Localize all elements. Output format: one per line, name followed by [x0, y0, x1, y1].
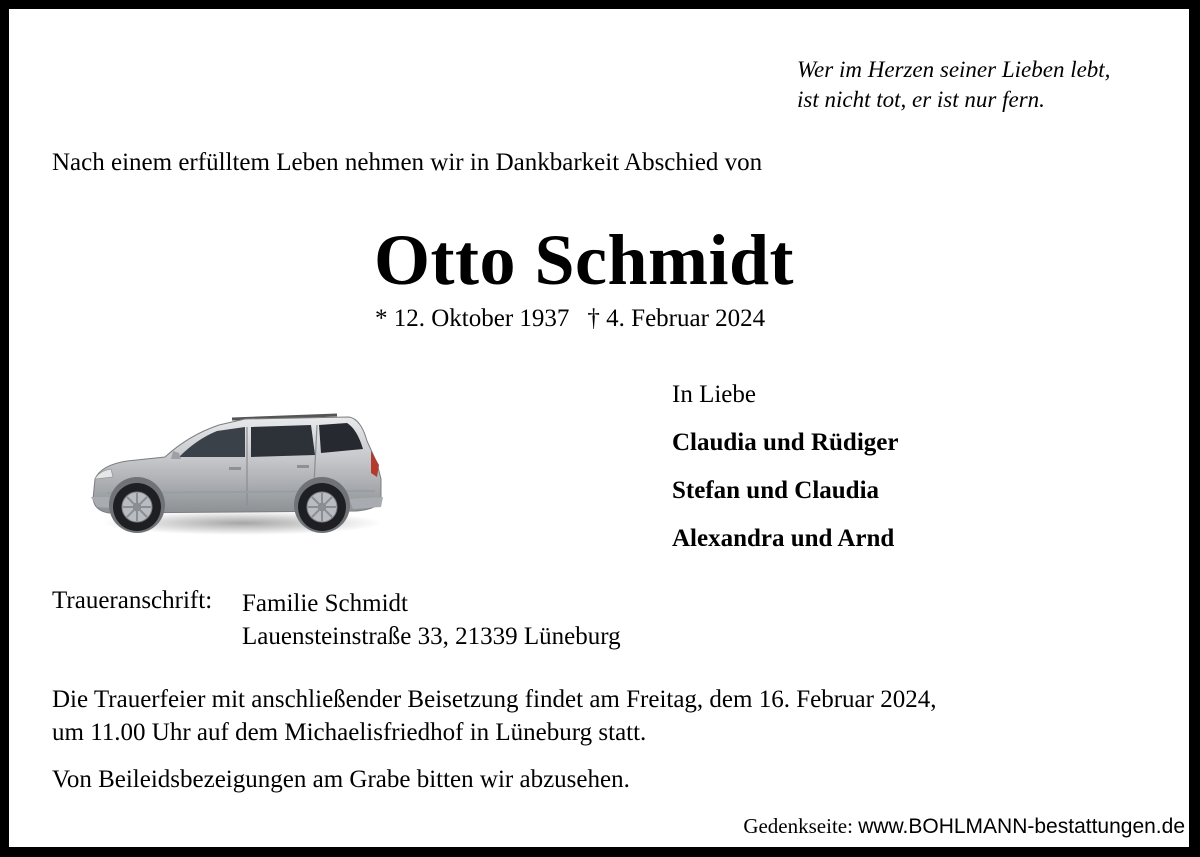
footer-url[interactable]: www.BOHLMANN-bestattungen.de: [858, 815, 1185, 838]
mourners-list: [672, 371, 898, 563]
service-line-1: Die Trauerfeier mit anschließender Beisetzung findet am Freitag, dem 16. Februar 2024,: [52, 686, 937, 713]
mourner-3: Alexandra und Arnd: [672, 525, 895, 552]
death-date: † 4. Februar 2024: [587, 305, 766, 332]
address-line-1: Familie Schmidt: [242, 590, 408, 617]
memorial-quote: [797, 55, 1110, 115]
footer-label: Gedenkseite:: [743, 814, 853, 838]
address-label: Traueranschrift:: [52, 587, 213, 614]
service-line-2: um 11.00 Uhr auf dem Michaelisfriedhof in Lüneburg statt.: [52, 719, 647, 746]
address-line-2: Lauensteinstraße 33, 21339 Lüneburg: [242, 623, 621, 650]
mourning-address: [242, 587, 621, 653]
mourners-heading: In Liebe: [672, 381, 756, 408]
life-dates: [375, 305, 765, 333]
quote-line-2: ist nicht tot, er ist nur fern.: [797, 87, 1045, 112]
intro-text: Nach einem erfülltem Leben nehmen wir in Dankbarkeit Abschied von: [52, 149, 763, 176]
deceased-name: Otto Schmidt: [374, 220, 794, 300]
condolence-note: Von Beileidsbezeigungen am Grabe bitten wir abzusehen.: [52, 766, 630, 793]
funeral-service-info: [52, 683, 936, 749]
obituary-notice: [9, 9, 1189, 847]
quote-line-1: Wer im Herzen seiner Lieben lebt,: [797, 57, 1111, 82]
memorial-page-footer: [743, 814, 1185, 839]
mourner-1: Claudia und Rüdiger: [672, 429, 899, 456]
mourner-2: Stefan und Claudia: [672, 477, 880, 504]
car-icon: [87, 401, 387, 541]
birth-date: * 12. Oktober 1937: [375, 305, 570, 332]
